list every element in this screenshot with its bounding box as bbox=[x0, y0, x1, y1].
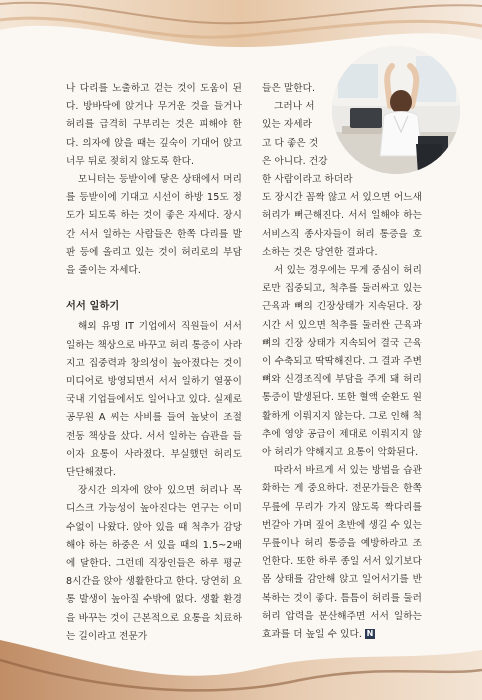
right-text-column bbox=[262, 80, 422, 644]
paragraph-standing-desk: 해외 유명 IT 기업에서 직원들이 서서 일하는 책상으로 바꾸고 허리 통증이 사라지고 집중력과 창의성이 높아졌다는 것이 미디어로 방영되면서 서서 일하기 열풍이 국내 기업들에서도 일어나고 있다. 실제로 공무원 A 씨는 사비를 들여 높낮이 조절 전동 책상을 샀다. 서서 일하는 습관을 들이자 요통이 사라졌다. 부실했던 허리도 단단해졌다. bbox=[66, 321, 242, 479]
wrapped-line: 은 아니다. 건강 bbox=[262, 155, 328, 167]
wrapped-line: 한 사람이라고 하더라 bbox=[262, 174, 353, 186]
paragraph-sitting-risk: 장시간 의자에 앉아 있으면 허리나 목 디스크 가능성이 높아진다는 연구는 이미 수없이 나왔다. 앉아 있을 때 척추가 감당해야 하는 하중은 서 있을 때의 1.5~2배에 달한다. 그런데 직장인들은 하루 평균 8시간을 앉아 생활한다고 한다. 당연히 요통 발생이 높아질 수밖에 없다. 생활 환경을 바꾸는 것이 근본적으로 요통을 치료하는 길이라고 전문가 bbox=[66, 485, 242, 642]
paragraph-standing-habit bbox=[262, 462, 422, 644]
paragraph-experts-say: 들은 말한다. bbox=[262, 83, 316, 94]
habit-text: 따라서 바르게 서 있는 방법을 습관화하는 게 중요하다. 전문가들은 한쪽 무릎에 무리가 가지 않도록 짝다리를 번갈아 가며 짚어 초반에 생길 수 있는 무릎이나 허리 통증을 예방하라고 조언한다. 또한 하루 종일 서서 있기보다 몸 상태를 감안해 앉고 일어서기를 반복하는 것이 좋다. 틈틈이 허리를 둘러 허리 압력을 분산해주면 서서 일하는 효과를 더 높일 수 있다. bbox=[262, 465, 422, 641]
paragraph-however-continued: 도 장시간 꼼짝 않고 서 있으면 어느새 허리가 뻐근해진다. 서서 일해야 하는 서비스직 종사자들이 허리 통증을 호소하는 것은 당연한 결과다. bbox=[262, 192, 422, 258]
photo-wrapped-lines bbox=[262, 98, 336, 171]
wrapped-line: 있는 자세라 bbox=[262, 119, 312, 131]
wrapped-line: 고 다 좋은 것 bbox=[262, 137, 319, 149]
left-text-column bbox=[66, 80, 242, 646]
wrapped-line: 그러나 서 bbox=[274, 101, 315, 113]
paragraph-standing-case: 서 있는 경우에는 무게 중심이 허리로만 집중되고, 척추를 둘러싸고 있는 근육과 뼈의 긴장상태가 지속된다. 장시간 서 있으면 척추를 둘러싼 근육과 뼈의 긴장 상태가 지속되어 결국 근육이 수축되고 딱딱해진다. 그 결과 주변 뼈와 신경조직에 부담을 주게 돼 허리 통증이 발생된다. 또한 혈액 순환도 원활하게 이뤄지지 않는다. 그로 인해 척추에 영양 공급이 제대로 이뤄지지 않아 허리가 약해지고 요통이 악화된다. bbox=[262, 265, 422, 459]
paragraph-intro: 나 다리를 노출하고 걷는 것이 도움이 된다. 방바닥에 앉거나 무거운 것을 들거나 허리를 급격히 구부리는 것은 피해야 한다. 의자에 앉을 때는 깊숙이 기대어 앉고 너무 뒤로 젖히지 않도록 한다. bbox=[66, 83, 242, 167]
section-heading-standing-work: 서서 일하기 bbox=[66, 301, 120, 313]
bottom-wave-band bbox=[0, 640, 482, 700]
end-of-article-mark: N bbox=[366, 629, 374, 639]
paragraph-monitor-posture: 모니터는 등받이에 닿은 상태에서 머리를 등받이에 기대고 시선이 하방 15도 정도가 되도록 하는 것이 좋은 자세다. 장시간 서서 일하는 사람들은 한쪽 다리를 발판 등에 올리고 있는 것이 허리로의 부담을 줄이는 자세다. bbox=[66, 174, 242, 277]
